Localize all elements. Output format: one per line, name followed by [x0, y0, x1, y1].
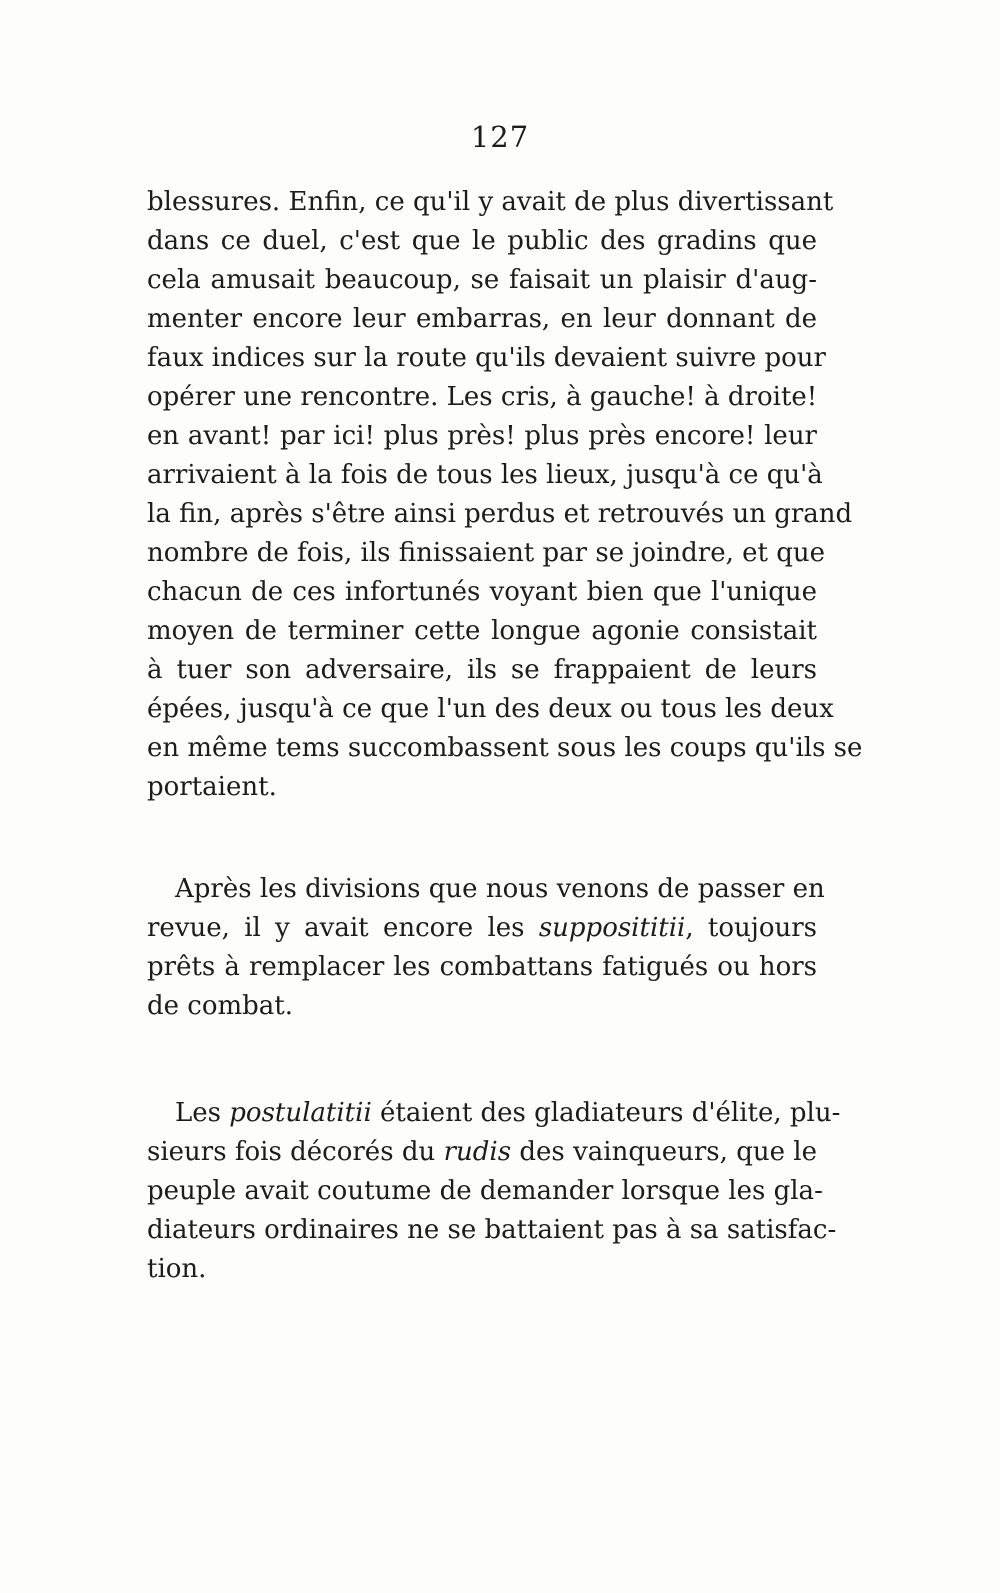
text-run: sieurs fois décorés du [147, 1137, 444, 1167]
text-line: arrivaient à la fois de tous les lieux, jusqu'à ce qu'à [147, 460, 823, 490]
paragraph-1 [147, 183, 863, 807]
text-line [147, 1094, 841, 1133]
latin-term-supposititii: supposititii [538, 913, 686, 943]
page-number: 127 [470, 120, 530, 154]
text-line: chacun de ces infortunés voyant bien que l'unique [147, 577, 817, 607]
text-line [147, 909, 817, 948]
text-line: épées, jusqu'à ce que l'un des deux ou tous les deux [147, 694, 834, 724]
text-run: des vainqueurs, que le [511, 1137, 817, 1167]
latin-term-rudis: rudis [443, 1137, 512, 1167]
text-line: en avant! par ici! plus près! plus près encore! leur [147, 421, 817, 451]
text-line: blessures. Enfin, ce qu'il y avait de plus divertissant [147, 187, 834, 217]
text-line: dans ce duel, c'est que le public des gradins que [147, 226, 817, 256]
text-line: prêts à remplacer les combattans fatigués ou hors [147, 952, 817, 982]
text-line: portaient. [147, 772, 277, 802]
latin-term-postulatitii: postulatitii [229, 1098, 372, 1128]
text-line: menter encore leur embarras, en leur donnant de [147, 304, 817, 334]
text-line: moyen de terminer cette longue agonie consistait [147, 616, 817, 646]
text-run: étaient des gladiateurs d'élite, plu- [371, 1098, 841, 1128]
text-run: , toujours [685, 913, 818, 943]
text-line: tion. [147, 1254, 207, 1284]
text-line: cela amusait beaucoup, se faisait un plaisir d'aug- [147, 265, 817, 295]
text-run: revue, il y avait encore les [147, 913, 539, 943]
text-line: peuple avait coutume de demander lorsque les gla- [147, 1176, 823, 1206]
text-line [147, 1133, 817, 1172]
paragraph-3 [147, 1094, 841, 1289]
text-line: diateurs ordinaires ne se battaient pas à sa satisfac- [147, 1215, 837, 1245]
text-line: nombre de fois, ils finissaient par se joindre, et que [147, 538, 825, 568]
text-line: opérer une rencontre. Les cris, à gauche! à droite! [147, 382, 818, 412]
text-line: en même tems succombassent sous les coups qu'ils se [147, 733, 863, 763]
text-line: la fin, après s'être ainsi perdus et retrouvés un grand [147, 499, 853, 529]
paragraph-2 [147, 870, 825, 1026]
text-line: à tuer son adversaire, ils se frappaient de leurs [147, 655, 817, 685]
text-line: de combat. [147, 991, 294, 1021]
text-line: Après les divisions que nous venons de passer en [175, 874, 825, 904]
text-run: Les [175, 1098, 230, 1128]
text-line: faux indices sur la route qu'ils devaient suivre pour [147, 343, 826, 373]
